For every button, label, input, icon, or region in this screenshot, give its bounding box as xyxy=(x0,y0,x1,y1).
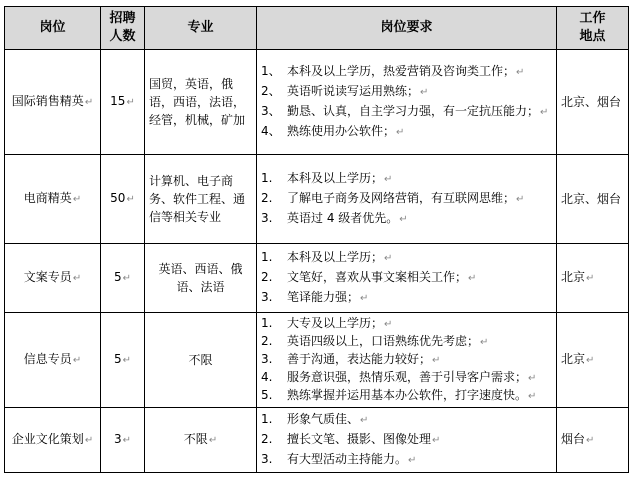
requirements-cell xyxy=(257,244,557,313)
major-text: 不限 xyxy=(183,432,208,446)
position-cell xyxy=(5,244,101,313)
requirement-item xyxy=(261,62,552,82)
paragraph-mark: ↵ xyxy=(480,337,489,348)
requirement-item xyxy=(261,333,552,351)
requirements-list xyxy=(261,169,552,229)
header-location xyxy=(557,7,629,50)
paragraph-mark: ↵ xyxy=(540,107,549,118)
requirement-item xyxy=(261,288,552,308)
paragraph-mark: ↵ xyxy=(420,87,429,98)
requirement-item xyxy=(261,351,552,369)
requirement-text: 笔译能力强； xyxy=(287,290,360,304)
requirement-number: 3. xyxy=(261,290,273,304)
requirement-text: 有大型活动主持能力。 xyxy=(287,452,408,466)
requirements-cell xyxy=(257,155,557,244)
major-text: 不限 xyxy=(188,353,213,367)
requirement-text: 善于沟通，表达能力较好； xyxy=(287,352,432,366)
header-position: 岗位 xyxy=(5,7,101,50)
requirement-item xyxy=(261,410,552,430)
requirement-number: 2. xyxy=(261,270,273,284)
paragraph-mark: ↵ xyxy=(432,435,441,446)
paragraph-mark: ↵ xyxy=(528,373,537,384)
position-cell xyxy=(5,313,101,408)
paragraph-mark: ↵ xyxy=(528,391,537,402)
requirement-text: 本科及以上学历； xyxy=(287,171,384,185)
position-text: 电商精英 xyxy=(23,191,72,205)
table-row xyxy=(5,50,629,155)
paragraph-mark: ↵ xyxy=(468,273,477,284)
requirement-number: 3、 xyxy=(261,104,281,118)
paragraph-mark: ↵ xyxy=(586,435,595,446)
requirement-number: 1. xyxy=(261,171,273,185)
count-text: 5 xyxy=(113,270,122,284)
requirements-cell xyxy=(257,408,557,473)
requirement-number: 3. xyxy=(261,452,273,466)
requirement-number: 3. xyxy=(261,211,273,225)
requirement-text: 本科及以上学历； xyxy=(287,250,384,264)
requirements-list xyxy=(261,410,552,470)
header-count-line1: 招聘 xyxy=(109,11,136,26)
requirement-item xyxy=(261,122,552,142)
requirement-number: 2. xyxy=(261,191,273,205)
header-row xyxy=(5,7,629,50)
requirement-text: 擅长文笔、摄影、图像处理 xyxy=(287,432,432,446)
paragraph-mark: ↵ xyxy=(408,455,417,466)
paragraph-mark: ↵ xyxy=(72,355,82,366)
header-major: 专业 xyxy=(145,7,257,50)
count-cell xyxy=(101,313,145,408)
table-row xyxy=(5,408,629,473)
table-row xyxy=(5,155,629,244)
requirement-text: 形象气质佳、 xyxy=(287,412,360,426)
count-cell xyxy=(101,244,145,313)
requirement-item xyxy=(261,387,552,405)
requirement-text: 勤恳、认真，自主学习力强，有一定抗压能力； xyxy=(287,104,540,118)
position-cell xyxy=(5,408,101,473)
paragraph-mark: ↵ xyxy=(122,355,132,366)
requirement-text: 英语过 4 级者优先。 xyxy=(287,211,399,225)
requirement-text: 服务意识强，热情乐观，善于引导客户需求； xyxy=(287,370,528,384)
count-text: 5 xyxy=(113,352,122,366)
major-cell xyxy=(145,408,257,473)
table-row xyxy=(5,244,629,313)
position-cell xyxy=(5,155,101,244)
requirement-number: 4、 xyxy=(261,124,281,138)
paragraph-mark: ↵ xyxy=(122,273,132,284)
position-text: 信息专员 xyxy=(23,352,72,366)
requirement-item xyxy=(261,169,552,189)
location-text: 烟台 xyxy=(561,432,586,446)
requirement-text: 了解电子商务及网络营销，有互联网思维； xyxy=(287,191,516,205)
requirement-text: 熟练掌握并运用基本办公软件，打字速度快。 xyxy=(287,388,528,402)
requirement-item xyxy=(261,82,552,102)
requirement-number: 2、 xyxy=(261,84,281,98)
requirement-number: 2. xyxy=(261,432,273,446)
requirement-text: 熟练使用办公软件； xyxy=(287,124,396,138)
count-text: 50 xyxy=(110,191,126,205)
count-cell xyxy=(101,50,145,155)
requirement-number: 1. xyxy=(261,316,273,330)
requirement-number: 1、 xyxy=(261,64,281,78)
location-cell xyxy=(557,244,629,313)
major-cell xyxy=(145,313,257,408)
paragraph-mark: ↵ xyxy=(516,194,525,205)
major-text: 国贸，英语，俄语，西语，法语，经管，机械，矿加 xyxy=(149,77,246,127)
location-cell xyxy=(557,155,629,244)
paragraph-mark: ↵ xyxy=(384,253,393,264)
count-cell xyxy=(101,155,145,244)
requirement-item xyxy=(261,248,552,268)
paragraph-mark: ↵ xyxy=(384,319,393,330)
table-row xyxy=(5,313,629,408)
requirement-text: 英语听说读写运用熟练； xyxy=(287,84,420,98)
paragraph-mark: ↵ xyxy=(360,293,369,304)
requirement-text: 大专及以上学历； xyxy=(287,316,384,330)
requirement-text: 本科及以上学历，热爱营销及咨询类工作； xyxy=(287,64,516,78)
paragraph-mark: ↵ xyxy=(84,435,94,446)
requirement-number: 1. xyxy=(261,412,273,426)
location-cell xyxy=(557,408,629,473)
major-cell xyxy=(145,155,257,244)
requirement-item xyxy=(261,315,552,333)
major-text: 计算机、电子商务、软件工程、通信等相关专业 xyxy=(149,174,246,224)
requirement-item xyxy=(261,209,552,229)
major-text: 英语、西语、俄语、法语 xyxy=(158,262,243,294)
location-cell xyxy=(557,50,629,155)
paragraph-mark: ↵ xyxy=(516,67,525,78)
major-cell xyxy=(145,244,257,313)
header-location-line1: 工作 xyxy=(579,11,606,26)
position-text: 国际销售精英 xyxy=(11,94,84,108)
paragraph-mark: ↵ xyxy=(126,194,135,205)
header-count xyxy=(101,7,145,50)
requirements-cell xyxy=(257,50,557,155)
header-location-line2: 地点 xyxy=(579,29,606,44)
requirement-text: 英语四级以上，口语熟练优先考虑； xyxy=(287,334,480,348)
recruitment-table xyxy=(4,6,629,473)
requirement-item xyxy=(261,102,552,122)
paragraph-mark: ↵ xyxy=(72,273,82,284)
location-cell xyxy=(557,313,629,408)
requirement-number: 1. xyxy=(261,250,273,264)
requirement-item xyxy=(261,268,552,288)
location-text: 北京 xyxy=(561,270,586,284)
paragraph-mark: ↵ xyxy=(72,194,82,205)
requirement-item xyxy=(261,430,552,450)
requirement-number: 2. xyxy=(261,334,273,348)
requirement-number: 4. xyxy=(261,370,273,384)
paragraph-mark: ↵ xyxy=(586,273,595,284)
paragraph-mark: ↵ xyxy=(399,214,408,225)
count-text: 3 xyxy=(113,432,122,446)
paragraph-mark: ↵ xyxy=(586,355,595,366)
location-text: 北京、烟台 xyxy=(561,95,622,109)
count-cell xyxy=(101,408,145,473)
paragraph-mark: ↵ xyxy=(360,415,369,426)
paragraph-mark: ↵ xyxy=(126,97,135,108)
requirement-item xyxy=(261,369,552,387)
location-text: 北京、烟台 xyxy=(561,192,622,206)
count-text: 15 xyxy=(110,94,126,108)
major-cell xyxy=(145,50,257,155)
header-count-line2: 人数 xyxy=(109,29,136,44)
requirements-list xyxy=(261,248,552,308)
position-cell xyxy=(5,50,101,155)
requirement-text: 文笔好，喜欢从事文案相关工作； xyxy=(287,270,468,284)
requirement-item xyxy=(261,450,552,470)
requirement-item xyxy=(261,189,552,209)
paragraph-mark: ↵ xyxy=(84,97,94,108)
requirement-number: 5. xyxy=(261,388,273,402)
paragraph-mark: ↵ xyxy=(208,435,218,446)
position-text: 企业文化策划 xyxy=(11,432,84,446)
paragraph-mark: ↵ xyxy=(396,127,405,138)
position-text: 文案专员 xyxy=(23,270,72,284)
requirements-list xyxy=(261,62,552,142)
paragraph-mark: ↵ xyxy=(384,174,393,185)
paragraph-mark: ↵ xyxy=(122,435,132,446)
header-requirements: 岗位要求 xyxy=(257,7,557,50)
requirements-list xyxy=(261,315,552,405)
paragraph-mark: ↵ xyxy=(432,355,441,366)
requirement-number: 3. xyxy=(261,352,273,366)
requirements-cell xyxy=(257,313,557,408)
location-text: 北京 xyxy=(561,352,586,366)
